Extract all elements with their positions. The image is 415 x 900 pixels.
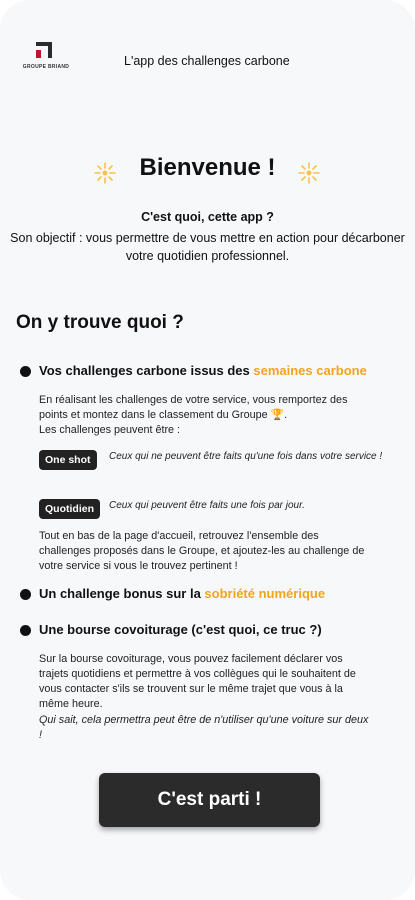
welcome-title: Bienvenue ! (139, 154, 276, 181)
challenges-description: En réalisant les challenges de votre service, vous remportez des points et montez dans le classement du Groupe 🏆. (39, 394, 348, 421)
one-shot-description: Ceux qui ne peuvent être faits qu'une fois dans votre service ! (109, 451, 383, 462)
welcome-block (0, 154, 415, 190)
bullet-prefix: Un challenge bonus sur la (39, 586, 205, 601)
bullet-prefix: Vos challenges carbone issus des (39, 363, 254, 378)
brand-logo (16, 40, 74, 72)
bullet-title (39, 363, 367, 378)
intro-answer: Son objectif : vous permettre de vous mettre en action pour décarboner votre quotidien professionnel. (10, 231, 405, 263)
one-shot-tag: One shot (39, 450, 97, 470)
quotidien-tag: Quotidien (39, 499, 100, 519)
covoiturage-description: Sur la bourse covoiturage, vous pouvez facilement déclarer vos trajets quotidiens et permettre à vos collègues qui le souhaitent de vous contacter s'ils se trouvent sur le même trajet que vous à la même heure. (39, 653, 356, 710)
logo-mark-icon (34, 40, 54, 60)
intro-question: C'est quoi, cette app ? (141, 210, 274, 224)
logo-text: GROUPE BRIAND (22, 64, 70, 70)
header (0, 38, 415, 78)
bullet-dot-icon (20, 625, 31, 636)
app-title: L'app des challenges carbone (124, 54, 290, 68)
challenges-footer: Tout en bas de la page d'accueil, retrouvez l'ensemble des challenges proposés dans le Groupe, et ajoutez-les au challenge de votre service si vous le trouvez pertinent ! (39, 530, 365, 572)
quotidien-description: Ceux qui peuvent être faits une fois par jour. (109, 500, 305, 511)
bullet-dot-icon (20, 366, 31, 377)
start-button[interactable]: C'est parti ! (99, 773, 320, 827)
sobriete-numerique-link[interactable]: sobriété numérique (204, 586, 326, 601)
challenges-types-intro: Les challenges peuvent être : (39, 424, 181, 436)
sparkle-icon (296, 160, 322, 186)
section-title: On y trouve quoi ? (16, 312, 184, 333)
semaines-carbone-link[interactable]: semaines carbone (253, 363, 367, 378)
covoiturage-note: Qui sait, cela permettra peut être de n'utiliser qu'une voiture sur deux ! (39, 714, 369, 741)
bullet-dot-icon (20, 589, 31, 600)
bullet-title: Une bourse covoiturage (c'est quoi, ce truc ?) (39, 622, 322, 637)
bullet-title (39, 586, 325, 601)
